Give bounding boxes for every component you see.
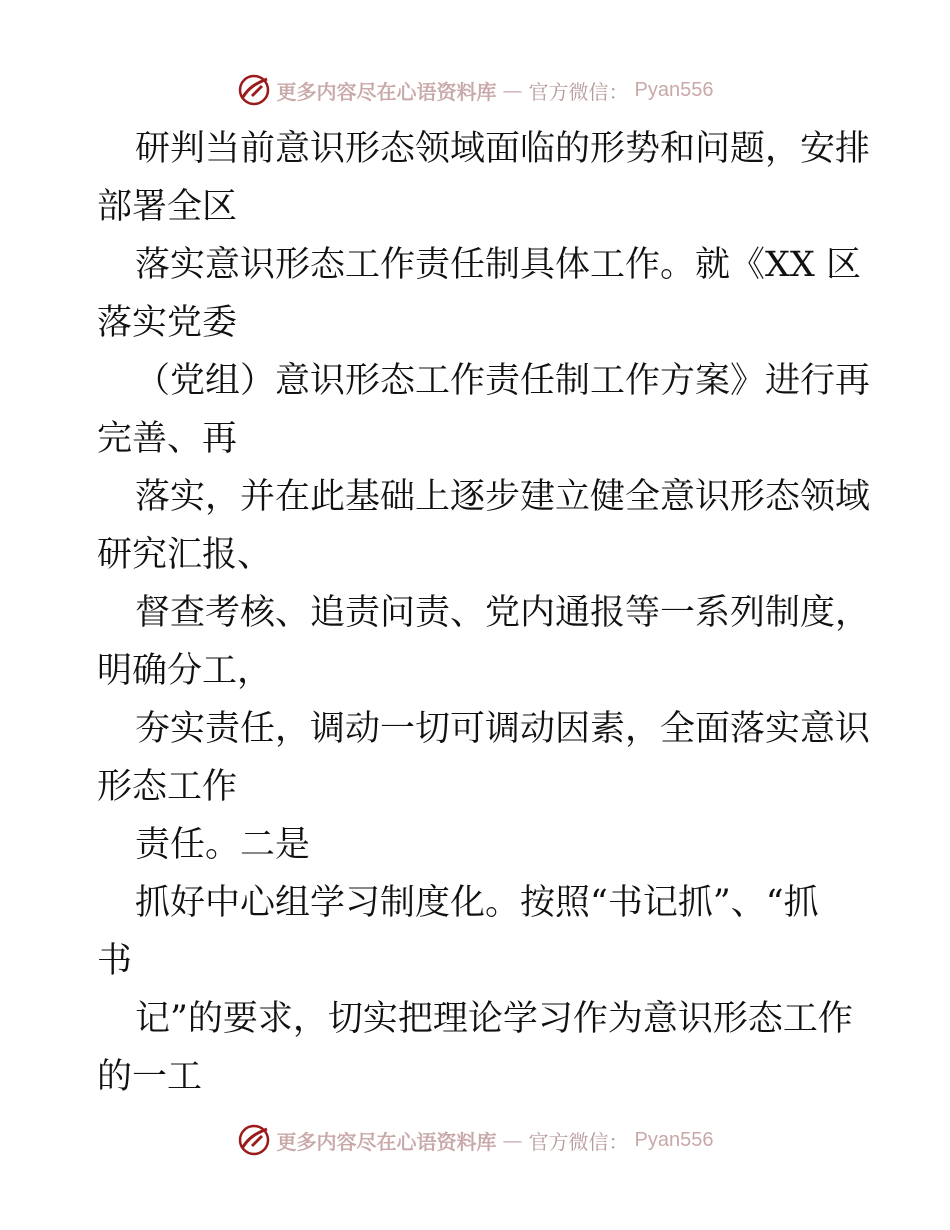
body-line: 研判当前意识形态领域面临的形势和问题，安排	[135, 129, 871, 169]
footer-banner	[0, 1120, 950, 1160]
header-dash: —	[502, 78, 523, 102]
body-line: （党组）意识形态工作责任制工作方案》进行再	[135, 361, 871, 401]
footer-dash: —	[502, 1128, 523, 1152]
header-brand-text: 更多内容尽在心语资料库	[276, 79, 497, 104]
body-line: 研究汇报、	[97, 535, 273, 575]
footer-brand-text: 更多内容尽在心语资料库	[276, 1129, 497, 1154]
pen-swirl-icon	[237, 73, 271, 107]
body-line: 督查考核、追责问责、党内通报等一系列制度，	[135, 593, 871, 633]
body-line: 责任。二是	[135, 825, 311, 865]
body-line: 完善、再	[97, 419, 238, 459]
body-line: 书	[97, 941, 133, 981]
header-banner	[0, 70, 950, 110]
header-wechat-id: Pyan556	[634, 78, 714, 101]
body-line: 形态工作	[97, 767, 238, 807]
document-body	[97, 124, 871, 1110]
footer-official-label: 官方微信：	[528, 1129, 629, 1154]
body-line: 明确分工，	[97, 651, 273, 691]
body-line: 记”的要求，切实把理论学习作为意识形态工作	[135, 999, 853, 1039]
footer-wechat-id: Pyan556	[634, 1128, 714, 1151]
header-banner-inner	[237, 73, 714, 107]
body-line: 的一工	[97, 1057, 203, 1097]
pen-swirl-icon	[237, 1123, 271, 1157]
body-line: 夯实责任，调动一切可调动因素，全面落实意识	[135, 709, 871, 749]
body-line: 落实意识形态工作责任制具体工作。就《XX 区	[135, 245, 861, 285]
body-line: 部署全区	[97, 187, 238, 227]
footer-banner-inner	[237, 1123, 714, 1157]
header-official-label: 官方微信：	[528, 79, 629, 104]
body-line: 抓好中心组学习制度化。按照“书记抓”、“抓	[135, 883, 819, 923]
body-line: 落实党委	[97, 303, 238, 343]
body-line: 落实，并在此基础上逐步建立健全意识形态领域	[135, 477, 871, 517]
